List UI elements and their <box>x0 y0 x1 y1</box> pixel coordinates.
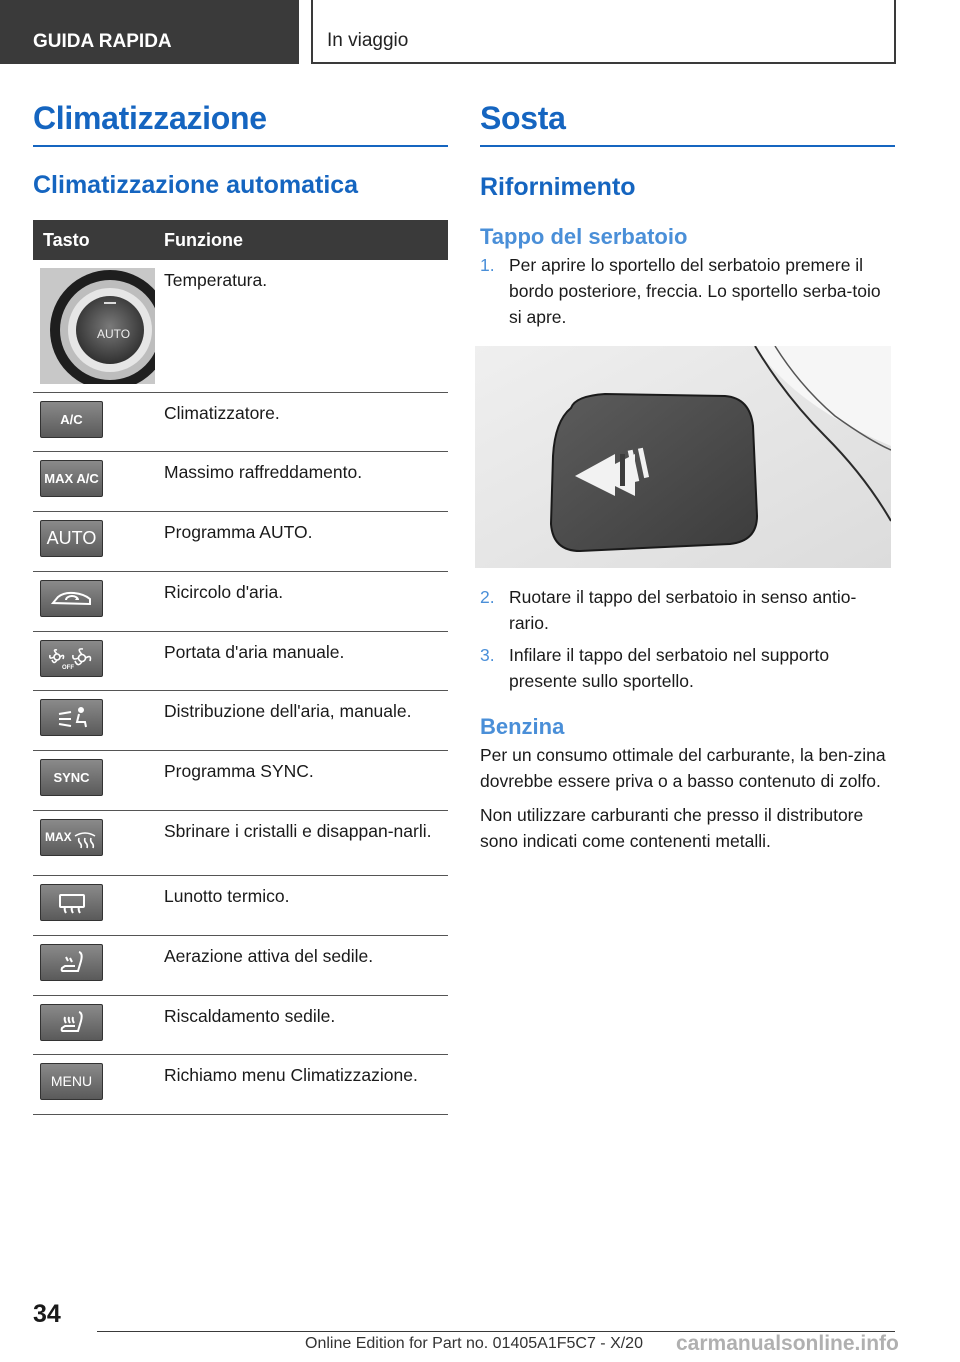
svg-text:OFF: OFF <box>61 664 74 671</box>
auto-button-icon: AUTO <box>40 520 103 557</box>
table-row <box>33 512 448 572</box>
table-row <box>33 936 448 996</box>
table-row <box>33 260 448 393</box>
fuel-steps-list-2 <box>480 584 895 694</box>
table-row <box>33 452 448 512</box>
function-text: Programma SYNC. <box>155 751 448 811</box>
fan-speed-icon <box>40 640 103 677</box>
page-number: 34 <box>33 1300 61 1328</box>
page-title-sosta: Sosta <box>480 100 895 147</box>
function-text: Riscaldamento sedile. <box>155 996 448 1055</box>
air-recirculation-icon <box>40 580 103 617</box>
function-text: Sbrinare i cristalli e disappan-narli. <box>155 811 448 876</box>
header-section-tab: GUIDA RAPIDA <box>0 0 299 64</box>
table-row <box>33 691 448 751</box>
list-item: 1. Per aprire lo sportello del serbatoio premere il bordo posteriore, freccia. Lo sportello serba-toio si apre. <box>480 255 881 327</box>
max-ac-button-icon: MAX A/C <box>40 460 103 497</box>
fuel-steps-list-1 <box>480 252 895 330</box>
subsection-title-fuel-cap: Tappo del serbatoio <box>480 224 688 249</box>
table-row <box>33 572 448 632</box>
function-text: Portata d'aria manuale. <box>155 632 448 691</box>
header-chapter-tab: In viaggio <box>311 0 896 64</box>
table-row <box>33 811 448 876</box>
table-row <box>33 876 448 936</box>
function-text: Massimo raffreddamento. <box>155 452 448 512</box>
list-item: 2. Ruotare il tappo del serbatoio in senso antio-rario. <box>480 587 857 633</box>
function-text: Temperatura. <box>155 260 448 393</box>
rear-window-defrost-icon <box>40 884 103 921</box>
air-distribution-icon <box>40 699 103 736</box>
section-title-auto-climate: Climatizzazione automatica <box>33 171 359 199</box>
function-text: Aerazione attiva del sedile. <box>155 936 448 996</box>
petrol-paragraph-2: Non utilizzare carburanti che presso il distributore sono indicati come contenenti metalli. <box>480 805 864 851</box>
sync-button-icon: SYNC <box>40 759 103 796</box>
temperature-knob-icon <box>40 268 155 384</box>
table-row <box>33 751 448 811</box>
page-title-climatizzazione: Climatizzazione <box>33 100 448 147</box>
table-row <box>33 632 448 691</box>
menu-button-icon: MENU <box>40 1063 103 1100</box>
list-item: 3. Infilare il tappo del serbatoio nel supporto presente sullo sportello. <box>480 645 830 691</box>
seat-ventilation-icon <box>40 944 103 981</box>
col-header-funzione: Funzione <box>155 220 448 260</box>
col-header-tasto: Tasto <box>33 220 155 260</box>
table-row <box>33 1055 448 1115</box>
max-defrost-icon: MAX <box>40 819 103 856</box>
function-text: Ricircolo d'aria. <box>155 572 448 632</box>
table-row <box>33 393 448 452</box>
subsection-title-benzina: Benzina <box>480 714 565 739</box>
right-column <box>480 100 895 854</box>
petrol-paragraph-1: Per un consumo ottimale del carburante, la ben-zina dovrebbe essere priva o a basso contenuto di zolfo. <box>480 745 886 791</box>
fuel-flap-photo <box>475 346 891 568</box>
footer-edition: Online Edition for Part no. 01405A1F5C7 - X/20 <box>305 1335 643 1352</box>
function-text: Programma AUTO. <box>155 512 448 572</box>
left-column <box>33 100 448 1115</box>
svg-text:AUTO: AUTO <box>97 327 131 341</box>
climate-buttons-table <box>33 220 448 1115</box>
function-text: Distribuzione dell'aria, manuale. <box>155 691 448 751</box>
seat-heating-icon <box>40 1004 103 1041</box>
table-row <box>33 996 448 1055</box>
ac-button-icon: A/C <box>40 401 103 438</box>
watermark: carmanualsonline.info <box>676 1332 899 1355</box>
function-text: Climatizzatore. <box>155 393 448 452</box>
function-text: Lunotto termico. <box>155 876 448 936</box>
function-text: Richiamo menu Climatizzazione. <box>155 1055 448 1115</box>
section-title-rifornimento: Rifornimento <box>480 173 636 201</box>
